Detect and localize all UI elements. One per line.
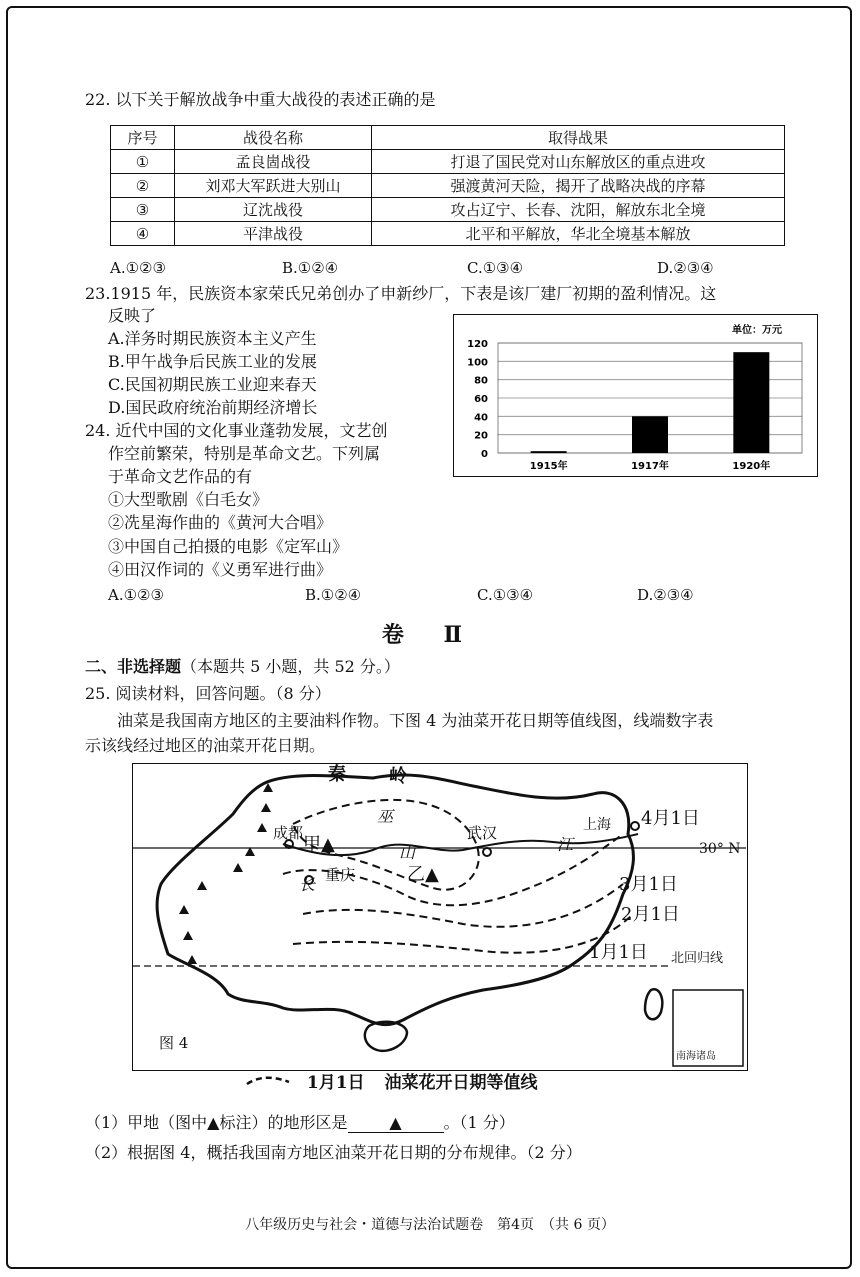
table-row bbox=[111, 150, 785, 174]
map-label-mar1: 3月1日 bbox=[619, 874, 678, 895]
q22-option-b[interactable]: B.①②④ bbox=[282, 259, 339, 277]
question-23-stem-line1: 23.1915 年，民族资本家荣氏兄弟创办了申新纱厂，下表是该厂建厂初期的盈利情况。这 bbox=[85, 284, 717, 303]
row-result: 打退了国民党对山东解放区的重点进攻 bbox=[372, 150, 785, 174]
row-battle-name: 辽沈战役 bbox=[175, 198, 372, 222]
y-tick-label: 40 bbox=[474, 412, 488, 424]
q25-material-line2: 示该线经过地区的油菜开花日期。 bbox=[85, 736, 326, 755]
header-result: 取得战果 bbox=[372, 126, 785, 150]
x-tick-label: 1920年 bbox=[732, 461, 771, 472]
y-tick-label: 120 bbox=[467, 339, 488, 350]
q24-option-d[interactable]: D.②③④ bbox=[637, 586, 694, 604]
row-battle-name: 刘邓大军跃进大别山 bbox=[175, 174, 372, 198]
map-label-jan1: 1月1日 bbox=[589, 942, 648, 963]
q22-option-c[interactable]: C.①③④ bbox=[467, 259, 524, 277]
y-tick-label: 80 bbox=[474, 375, 488, 387]
question-24-stem-line3: 于革命文艺作品的有 bbox=[108, 467, 253, 486]
q25-sub2: （2）根据图 4，概括我国南方地区油菜开花日期的分布规律。（2 分） bbox=[85, 1143, 582, 1162]
bar-1920年 bbox=[733, 352, 769, 453]
table-row bbox=[111, 174, 785, 198]
row-battle-name: 孟良崮战役 bbox=[175, 150, 372, 174]
question-24-stem-line1: 24. 近代中国的文化事业蓬勃发展，文艺创 bbox=[85, 421, 388, 440]
map-legend bbox=[245, 1072, 538, 1094]
q24-item-2: ②冼星海作曲的《黄河大合唱》 bbox=[108, 513, 333, 532]
q25-material-line1: 油菜是我国南方地区的主要油料作物。下图 4 为油菜开花日期等值线图，线端数字表 bbox=[117, 711, 714, 730]
q25-sub1-suffix: 。（1 分） bbox=[443, 1113, 515, 1132]
map-label-chengdu: 成都 bbox=[273, 824, 304, 842]
header-number: 序号 bbox=[111, 126, 175, 150]
y-tick-label: 100 bbox=[467, 357, 488, 369]
map-label-lat30: 30° N bbox=[699, 841, 741, 857]
question-22-stem: 22. 以下关于解放战争中重大战役的表述正确的是 bbox=[85, 90, 436, 109]
map-figure-label: 图 4 bbox=[159, 1034, 189, 1052]
question-25-stem: 25. 阅读材料，回答问题。（8 分） bbox=[85, 684, 331, 703]
row-number: ① bbox=[111, 150, 175, 174]
row-number: ③ bbox=[111, 198, 175, 222]
map-label-shan: 山 bbox=[399, 843, 416, 862]
row-result: 攻占辽宁、长春、沈阳，解放东北全境 bbox=[372, 198, 785, 222]
map-label-qin: 秦 bbox=[328, 764, 346, 785]
q25-sub1-answer-blank[interactable]: ▲ bbox=[348, 1114, 444, 1133]
part-2-note: （本题共 5 小题，共 52 分。） bbox=[181, 657, 400, 676]
flowering-date-map bbox=[132, 763, 748, 1071]
map-label-chang: 长 bbox=[299, 875, 316, 894]
table-row bbox=[111, 198, 785, 222]
q24-option-b[interactable]: B.①②④ bbox=[305, 586, 362, 604]
q25-sub1 bbox=[85, 1112, 515, 1134]
q23-option-c[interactable]: C.民国初期民族工业迎来春天 bbox=[108, 375, 317, 394]
map-label-yi: 乙▲ bbox=[407, 864, 439, 885]
row-result: 北平和平解放，华北全境基本解放 bbox=[372, 222, 785, 246]
map-label-jiang: 江 bbox=[557, 835, 574, 854]
row-result: 强渡黄河天险，揭开了战略决战的序幕 bbox=[372, 174, 785, 198]
header-battle-name: 战役名称 bbox=[175, 126, 372, 150]
profit-bar-chart bbox=[453, 314, 818, 477]
row-number: ④ bbox=[111, 222, 175, 246]
y-tick-label: 20 bbox=[474, 430, 488, 442]
map-label-tropic: 北回归线 bbox=[671, 951, 724, 966]
legend-text: 油菜花开日期等值线 bbox=[384, 1073, 538, 1093]
table-header-row bbox=[111, 126, 785, 150]
map-label-chongqing: 重庆 bbox=[325, 866, 356, 884]
part-2-label: 二、非选择题 bbox=[85, 657, 182, 676]
x-tick-label: 1915年 bbox=[529, 461, 568, 472]
y-tick-label: 0 bbox=[481, 449, 488, 460]
map-label-south-sea: 南海诸岛 bbox=[676, 1051, 716, 1062]
legend-date: 1月1日 bbox=[306, 1073, 365, 1093]
y-tick-label: 60 bbox=[474, 394, 488, 405]
q24-item-1: ①大型歌剧《白毛女》 bbox=[108, 490, 269, 509]
map-label-ling: 岭 bbox=[389, 766, 407, 787]
x-tick-label: 1917年 bbox=[631, 461, 669, 472]
q24-item-3: ③中国自己拍摄的电影《定军山》 bbox=[108, 537, 349, 556]
table-row bbox=[111, 222, 785, 246]
q24-option-a[interactable]: A.①②③ bbox=[108, 586, 164, 604]
question-24-stem-line2: 作空前繁荣，特别是革命文艺。下列属 bbox=[108, 444, 381, 463]
map-label-wu: 巫 bbox=[377, 807, 394, 826]
battles-table bbox=[110, 125, 785, 246]
map-label-apr1: 4月1日 bbox=[641, 808, 700, 829]
q22-option-a[interactable]: A.①②③ bbox=[110, 259, 166, 277]
bar-1915年 bbox=[531, 451, 567, 453]
page-footer: 八年级历史与社会・道德与法治试题卷 第4页 （共 6 页） bbox=[245, 1217, 615, 1233]
chart-unit-label: 单位：万元 bbox=[732, 325, 782, 336]
q24-option-c[interactable]: C.①③④ bbox=[477, 586, 534, 604]
map-label-jia: 甲▲ bbox=[303, 834, 335, 855]
profit-chart-svg bbox=[454, 315, 816, 475]
map-label-wuhan: 武汉 bbox=[467, 824, 498, 842]
row-battle-name: 平津战役 bbox=[175, 222, 372, 246]
q23-option-b[interactable]: B.甲午战争后民族工业的发展 bbox=[108, 352, 317, 371]
q22-option-d[interactable]: D.②③④ bbox=[657, 259, 714, 277]
q25-sub1-prefix: （1）甲地（图中▲标注）的地形区是 bbox=[85, 1113, 348, 1132]
question-23-stem-line2: 反映了 bbox=[108, 306, 157, 325]
q23-option-d[interactable]: D.国民政府统治前期经济增长 bbox=[108, 398, 318, 417]
q23-option-a[interactable]: A.洋务时期民族资本主义产生 bbox=[108, 329, 317, 348]
bar-1917年 bbox=[632, 416, 668, 453]
section-2-title: 卷 Ⅱ bbox=[381, 622, 479, 648]
legend-dash-icon bbox=[245, 1074, 301, 1088]
q24-item-4: ④田汉作词的《义勇军进行曲》 bbox=[108, 560, 333, 579]
map-label-feb1: 2月1日 bbox=[621, 904, 680, 925]
map-label-shanghai: 上海 bbox=[583, 817, 611, 833]
row-number: ② bbox=[111, 174, 175, 198]
